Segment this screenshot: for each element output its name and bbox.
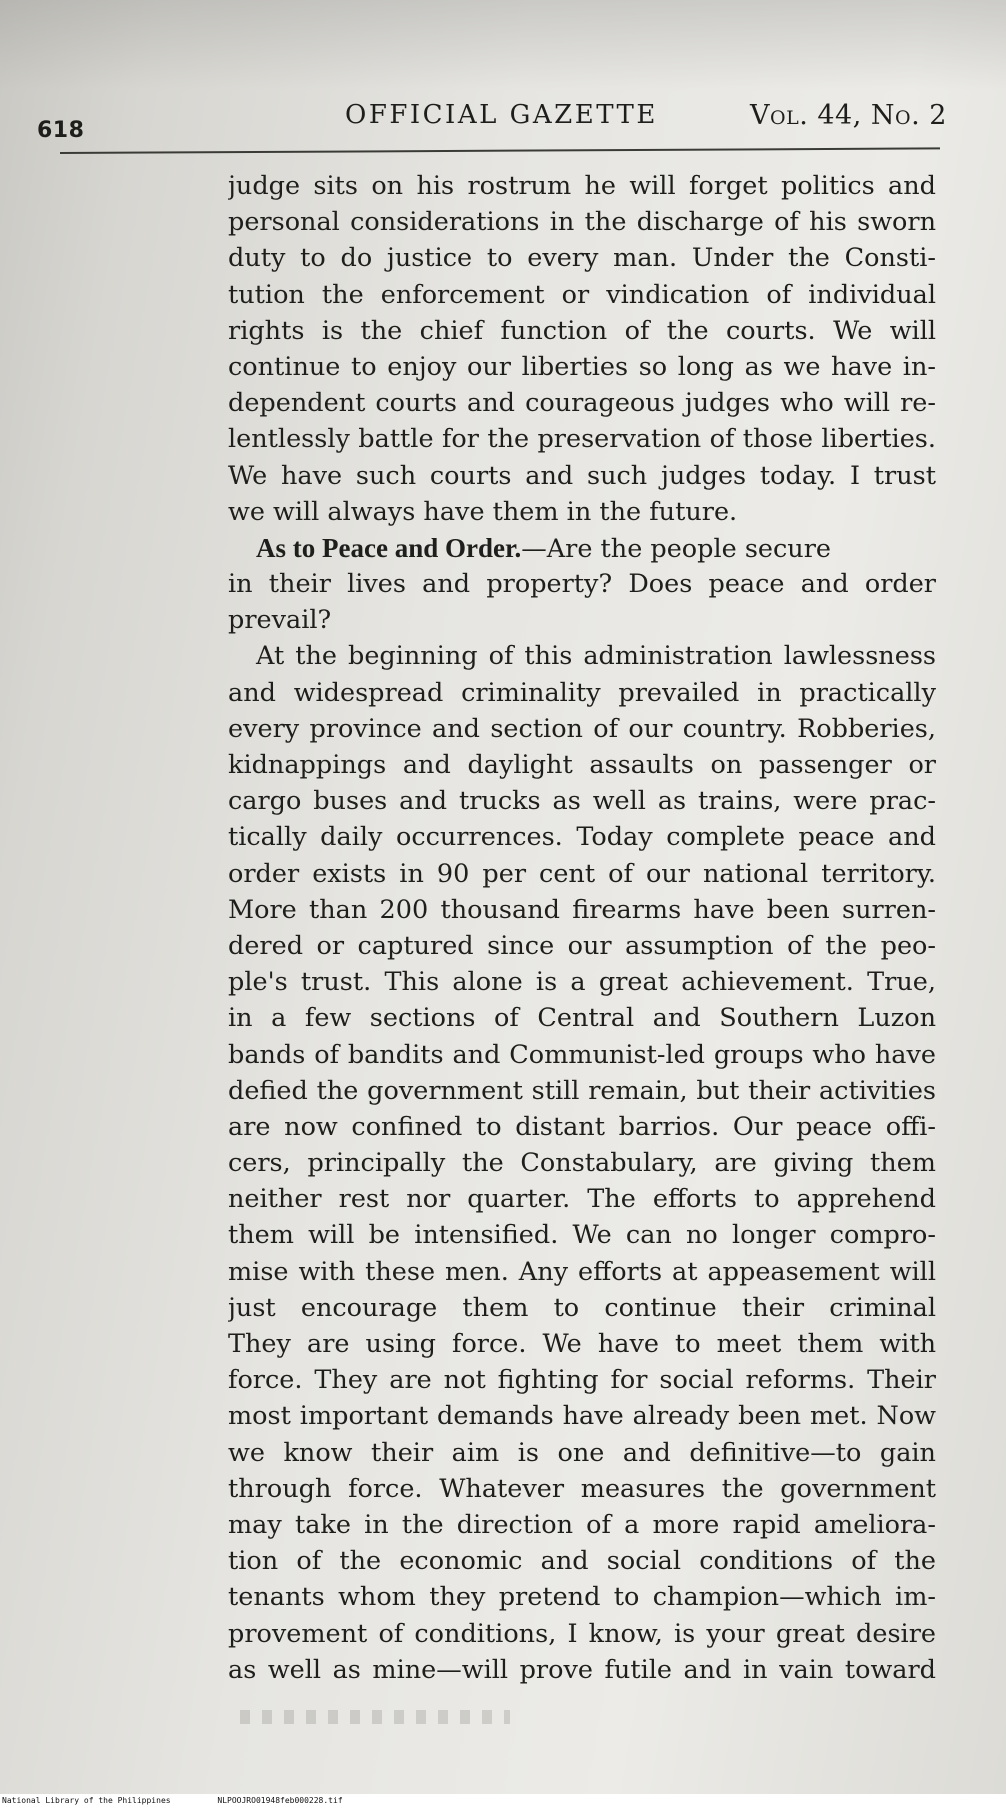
footer-source: National Library of the Philippines [2,1796,171,1805]
text-line: just encourage them to continue their criminal [228,1292,936,1323]
text-line: may take in the direction of a more rapid ameliora- [228,1509,936,1540]
text-line: neither rest nor quarter. The efforts to apprehend [228,1184,936,1215]
header-rule [60,147,940,154]
text-line: dered or captured since our assumption of the peo- [228,930,936,961]
text-line: More than 200 thousand firearms have been surren- [228,894,936,925]
text-line: At the beginning of this administration lawlessness [256,641,936,672]
running-title: OFFICIAL GAZETTE [345,100,658,130]
text-line: They are using force. We have to meet them with [228,1329,936,1359]
text-line: we will always have them in the future. [228,496,738,527]
text-line: ple's trust. This alone is a great achievement. True, [228,967,936,998]
body-text [228,168,936,1688]
text-line: tution the enforcement or vindication of individual [228,279,936,310]
text-line: as well as mine—will prove futile and in vain toward [228,1654,936,1685]
text-line: personal considerations in the discharge of his sworn [228,207,936,238]
text-line: tenants whom they pretend to champion—which im- [228,1582,936,1613]
faded-print-smudge [240,1710,510,1724]
text-line: judge sits on his rostrum he will forget politics and [228,171,936,201]
text-line: defied the government still remain, but their activities [228,1075,936,1106]
text-line: We have such courts and such judges today. I trust [228,460,936,491]
text-line: mise with these men. Any efforts at appeasement will [228,1256,936,1287]
text-line: continue to enjoy our liberties so long as we have in- [228,351,936,382]
text-line: are now confined to distant barrios. Our peace offi- [228,1111,936,1142]
text-line: in their lives and property? Does peace and order [228,569,936,600]
text-line: dependent courts and courageous judges who will re- [228,388,936,419]
page-number: 618 [37,118,85,143]
text-line: most important demands have already been met. Now [228,1401,936,1432]
text-line: in a few sections of Central and Southern Luzon [228,1003,936,1034]
text-line: bands of bandits and Communist-led groups who have [228,1039,936,1070]
footer-filename: NLPOOJRO01948feb000228.tif [217,1796,343,1805]
text-line: cargo buses and trucks as well as trains, were prac- [228,786,936,817]
text-line: lentlessly battle for the preservation of those liberties. [228,424,936,455]
volume-number: Vol. 44, No. 2 [750,100,947,131]
text-line: force. They are not fighting for social reforms. Their [228,1365,936,1396]
section-heading: As to Peace and Order. [256,532,522,563]
text-line: order exists in 90 per cent of our national territory. [228,858,936,889]
text-line: provement of conditions, I know, is your great desire [228,1618,936,1649]
text-line: rights is the chief function of the courts. We will [228,315,936,346]
text-line: tion of the economic and social conditions of the [228,1546,936,1577]
text-line: them will be intensified. We can no longer compro- [228,1220,936,1251]
text-line: every province and section of our country. Robberies, [228,713,936,744]
text-line: prevail? [228,605,332,636]
text-fragment: —Are the people secure [521,533,831,564]
scan-footer [0,1794,1006,1808]
text-line: kidnappings and daylight assaults on passenger or [228,750,936,780]
text-line: and widespread criminality prevailed in practically [228,677,936,708]
section-heading-line [228,530,936,566]
text-line: cers, principally the Constabulary, are giving them [228,1148,936,1179]
text-line: through force. Whatever measures the government [228,1473,936,1504]
text-line: duty to do justice to every man. Under the Consti- [228,243,936,274]
text-line: tically daily occurrences. Today complete peace and [228,822,936,853]
page-header [0,0,1006,170]
text-line: we know their aim is one and definitive—to gain [228,1437,936,1468]
